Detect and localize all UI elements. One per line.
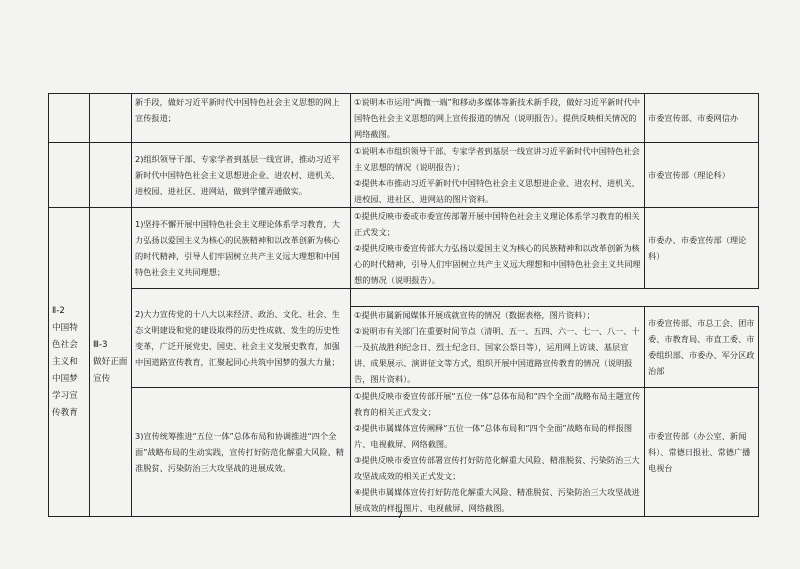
table-row: [49, 289, 759, 307]
table-cell-level2-empty: [49, 143, 90, 208]
criteria-cell: 新手段，做好习近平新时代中国特色社会主义思想的网上宣传报道；: [132, 94, 351, 143]
evidence-cell: ①说明本市运用“两微一端”和移动多媒体等新技术新手段，做好习近平新时代中国特色社会主义思想的网上宣传报道的情况（说明报告）。提供反映相关情况的网络截图。: [351, 94, 645, 143]
page-number: 7: [397, 511, 403, 521]
assessment-table: [48, 93, 759, 517]
department-cell: 市委宣传部（办公室、新闻科）、常德日报社、常德广播电视台: [645, 388, 759, 517]
level2-indicator-cell: Ⅱ-2 中国特色社会主义和中国梦学习宣传教育: [49, 208, 90, 517]
table-cell-level3-empty: [90, 94, 132, 143]
table-row: [49, 143, 759, 208]
table-cell-level2-empty: [49, 94, 90, 143]
table-row: [49, 388, 759, 517]
evidence-cell: ①说明本市组织领导干部、专家学者到基层一线宣讲习近平新时代中国特色社会主义思想的情况（说明报告）； ②提供本市推动习近平新时代中国特色社会主义思想进企业、进农村、进机关、进校园、进社区、进网站的图片资料。: [351, 143, 645, 208]
criteria-cell: 3)宣传统筹推进“五位一体”总体布局和协调推进“四个全面”战略布局的生动实践，宣传打好防范化解重大风险、精准脱贫、污染防治三大攻坚战的进展成效。: [132, 388, 351, 517]
table-row: [49, 208, 759, 289]
level3-indicator-cell: Ⅲ-3 做好正面宣传: [90, 208, 132, 517]
department-cell: 市委宣传部、市总工会、团市委、市教育局、市直工委、市委组织部、市委办、军分区政治部: [645, 307, 759, 388]
department-cell: 市委宣传部、市委网信办: [645, 94, 759, 143]
evidence-cell: ①提供反映市委宣传部开展“五位一体”总体布局和“四个全面”战略布局主题宣传教育的相关正式发文； ②提供市属媒体宣传阐释“五位一体”总体布局和“四个全面”战略布局的样报图片、电视截屏、网络截图。 ③提供反映市委宣传部署宣传打好防范化解重大风险、精准脱贫、污染防治三大攻坚战成效的相关正式发文； ④提供市属媒体宣传打好防范化解重大风险、精准脱贫、污染防治三大攻坚战进展成效的样报图片、电视截屏、网络截图。: [351, 388, 645, 517]
department-cell: 市委宣传部（理论科）: [645, 143, 759, 208]
table-cell-level3-empty: [90, 143, 132, 208]
criteria-cell: 1)坚持不懈开展中国特色社会主义理论体系学习教育，大力弘扬以爱国主义为核心的民族精神和以改革创新为核心的时代精神，引导人们牢固树立共产主义远大理想和中国特色社会主义共同理想；: [132, 208, 351, 289]
evidence-cell: ①提供市属新闻媒体开展成就宣传的情况（数据表格，图片资料）； ②说明市有关部门在重要时间节点（清明、五一、五四、六一、七一、八一、十一及抗战胜利纪念日、烈士纪念日、国家公祭日等），运用网上访谈、基层宣讲、成果展示、演讲征文等方式，组织开展中国道路宣传教育的情况（说明报告，图片资料）。: [351, 307, 645, 388]
criteria-cell: 2)大力宣传党的十八大以来经济、政治、文化、社会、生态文明建设和党的建设取得的历史性成就、发生的历史性变革，广泛开展党史、国史、社会主义发展史教育，加强中国道路宣传教育，汇聚起同心共筑中国梦的强大力量；: [132, 289, 351, 388]
table-row: [49, 94, 759, 143]
department-cell: 市委办、市委宣传部（理论科）: [645, 208, 759, 289]
evidence-cell: ①提供反映市委或市委宣传部署开展中国特色社会主义理论体系学习教育的相关正式发文； ②提供反映市委宣传部大力弘扬以爱国主义为核心的民族精神和以改革创新为核心的时代精神，引导人们牢固树立共产主义远大理想和中国特色社会主义共同理想的情况（说明报告）。: [351, 208, 645, 289]
criteria-cell: 2)组织领导干部、专家学者到基层一线宣讲，推动习近平新时代中国特色社会主义思想进企业、进农村、进机关、进校园、进社区、进网站，做到学懂弄通做实。: [132, 143, 351, 208]
